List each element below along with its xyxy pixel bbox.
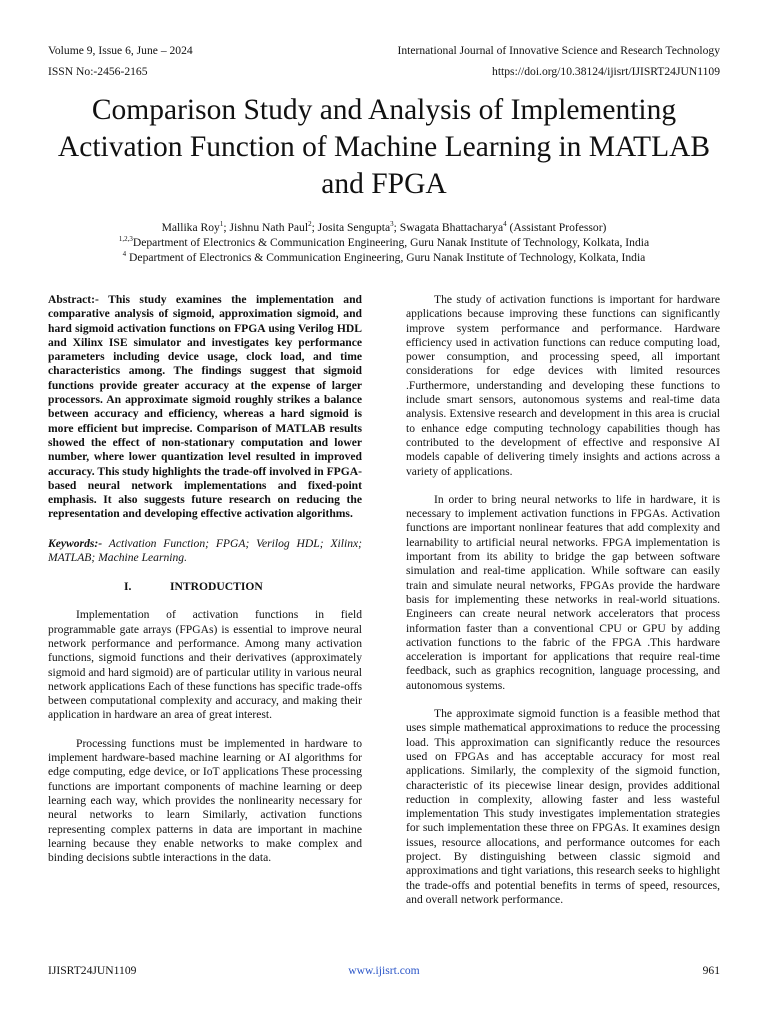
author-4-role: (Assistant Professor) bbox=[506, 221, 607, 234]
right-column bbox=[406, 293, 720, 907]
author-2-sup: 2 bbox=[308, 220, 312, 229]
author-3-sup: 3 bbox=[390, 220, 394, 229]
paragraph: Processing functions must be implemented in hardware to implement hardware-based machine learning or AI algorithms for edge computing, edge device, or IoT applications These processing functions are important components of machine learning or deep learning each way, which provides the nonlinearity necessary for neural networks to learn Similarly, activation functions representing complex patterns in data are important in machine learning because they enable networks to make complex and binding decisions subtle interactions in the data. bbox=[48, 736, 362, 865]
paragraph: The approximate sigmoid function is a feasible method that uses simple mathematical approximations to reduce the processing load. This approximation can significantly reduce the resources used on FPGAs and has acceptable accuracy for most real applications. Similarly, the complexity of the sigmoid function, characteristic of its piecewise linear design, provides additional reduction in complexity, allowing faster and less wasteful implementation This study investigates implementation strategies for such implementation these three on FPGAs. It examines design issues, resource allocations, and performance outcomes for each project. By distinguishing between classic sigmoid and approximations and tight variations, this research seeks to highlight the trade-offs and potential benefits in terms of speed, resources, and overall network performance. bbox=[406, 707, 720, 906]
abstract-text: This study examines the implementation and comparative analysis of sigmoid, approximation sigmoid, and hard sigmoid activation functions on FPGA using Verilog HDL and Xilinx ISE simulator and investigates key performance parameters including device usage, clock load, and time characteristics among. The findings suggest that sigmoid functions provide greater accuracy at the expense of larger processors. An approximate sigmoid roughly strikes a balance between accuracy and efficiency, whereas a hard sigmoid is more efficient but imprecise. Comparison of MATLAB results showed the effect of non-stationary computation and lower number, where lower quantization level resulted in improved accuracy. This study highlights the trade-off involved in FPGA-based neural network implementations and fixed-point emphasis. It also suggests future research on reducing the representation and developing effective activation algorithms. bbox=[48, 293, 362, 521]
header-journal-name: International Journal of Innovative Science and Research Technology bbox=[397, 44, 720, 57]
keywords-label: Keywords:- bbox=[48, 536, 103, 550]
header-doi-link[interactable]: https://doi.org/10.38124/ijisrt/IJISRT24JUN1109 bbox=[492, 65, 720, 78]
author-3: ; Josita Sengupta bbox=[311, 221, 391, 234]
abstract-label: Abstract:- bbox=[48, 293, 99, 306]
keywords bbox=[48, 537, 362, 566]
affiliation-1-text: Department of Electronics & Communication Engineering, Guru Nanak Institute of Technology, Kolkata, India bbox=[132, 236, 650, 249]
paragraph: The study of activation functions is important for hardware applications because improving these functions can significantly improve system performance and performance. Hardware efficiency used in activation functions can reduce computing load, power consumption, and processing speed, all important considerations for edge devices with limited resources .Furthermore, understanding and developing these functions to include smart sensors, autonomous systems and real-time data analysis. Extensive research and development in this area is crucial to enhance edge computing technology capabilities though has contributed to the development of effective and responsive AI models capable of delivering timely insights and actions across a variety of applications. bbox=[406, 293, 720, 478]
affiliation-1-sup: 1,2,3 bbox=[118, 235, 133, 244]
author-4: ; Swagata Bhattacharya bbox=[393, 221, 504, 234]
abstract bbox=[48, 293, 362, 522]
footer-page-number: 961 bbox=[702, 964, 720, 977]
paragraph: Implementation of activation functions in field programmable gate arrays (FPGAs) is essential to improve neural network performance and performance. Among many activation functions, sigmoid functions and their derivatives (approximately sigmoid and hard sigmoid) are of particular utility in various neural network applications Each of these functions has specific trade-offs between computational complexity and accuracy, and making their application in hardware an area of great interest. bbox=[48, 608, 362, 722]
affiliation-2-sup: 4 bbox=[122, 250, 127, 259]
paper-title: Comparison Study and Analysis of Implementing Activation Function of Machine Learning in MATLAB and FPGA bbox=[57, 94, 711, 200]
affiliation-1 bbox=[40, 235, 728, 250]
footer-paper-id: IJISRT24JUN1109 bbox=[48, 964, 137, 977]
affiliation-2 bbox=[40, 250, 728, 265]
section-title: INTRODUCTION bbox=[170, 580, 263, 594]
affiliation-2-text: Department of Electronics & Communication Engineering, Guru Nanak Institute of Technology, Kolkata, India bbox=[126, 251, 646, 264]
section-number: I. bbox=[124, 580, 132, 594]
author-1: Mallika Roy bbox=[161, 221, 220, 234]
author-4-sup: 4 bbox=[503, 220, 507, 229]
keywords-text: Activation Function; FPGA; Verilog HDL; Xilinx; MATLAB; Machine Learning. bbox=[48, 536, 362, 565]
paragraph: In order to bring neural networks to life in hardware, it is necessary to implement activation functions in FPGAs. Activation functions are important nonlinear features that add complexity and learnability to artificial neural networks. FPGA implementation is important from its ability to bridge the gap between software simulation and real-time application. While software can easily train and simulate neural networks, FPGAs provide the hardware basis for implementing these networks in real-world situations. Engineers can create neural network accelerators that process information faster than a conventional CPU or GPU by adding activation functions to the fabric of the FPGA .This hardware acceleration is important for applications that require real-time feedback, such as graphics recognition, language processing, and autonomous systems. bbox=[406, 492, 720, 692]
left-column bbox=[48, 293, 362, 865]
author-names bbox=[40, 220, 728, 235]
author-1-sup: 1 bbox=[219, 220, 224, 229]
author-block bbox=[40, 220, 728, 265]
header-volume: Volume 9, Issue 6, June – 2024 bbox=[48, 44, 193, 57]
section-heading-introduction bbox=[48, 580, 362, 594]
footer-website-link[interactable]: www.ijisrt.com bbox=[348, 964, 420, 977]
author-2: ; Jishnu Nath Paul bbox=[223, 221, 309, 234]
header-issn: ISSN No:-2456-2165 bbox=[48, 65, 148, 78]
